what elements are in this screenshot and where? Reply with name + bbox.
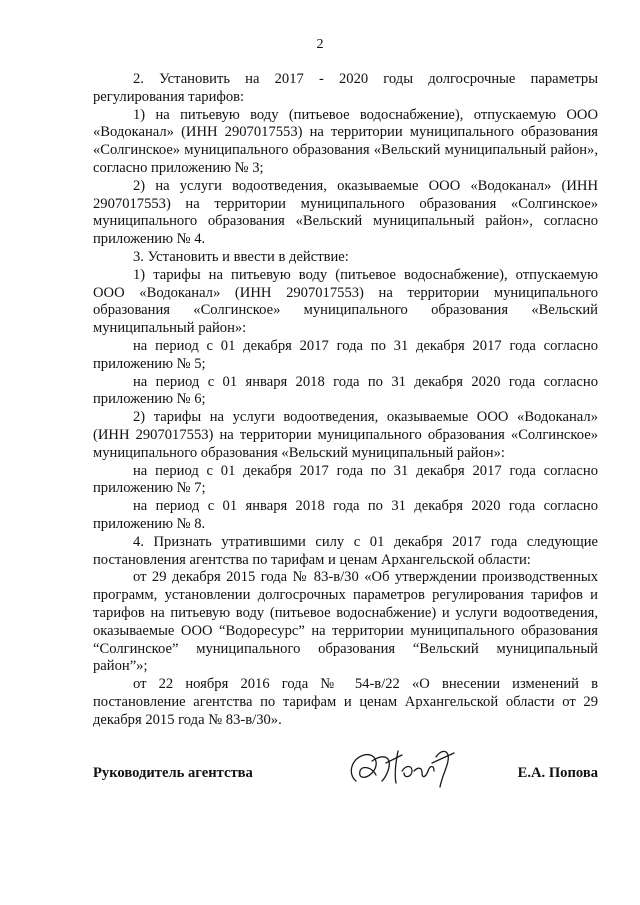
paragraph-3-2-period-a: на период с 01 декабря 2017 года по 31 декабря 2017 года согласно приложению № 7; [93,462,598,497]
paragraph-2-1: 1) на питьевую воду (питьевое водоснабжение), отпускаемую ООО «Водоканал» (ИНН 2907017553) на территории муниципального образования «Солгинское» муниципального образования «Вельский муниципальный район», согласно приложению № 3; [93,106,598,176]
paragraph-4-2: от 22 ноября 2016 года № 54-в/22 «О внесении изменений в постановление агентства по тарифам и ценам Архангельской области от 29 декабря 2015 года № 83-в/30». [93,676,598,728]
paragraph-3-1: 1) тарифы на питьевую воду (питьевое водоснабжение), отпускаемую ООО «Водоканал» (ИНН 2907017553) на территории муниципального образования «Солгинское» муниципального образования «Вельский муниципальный район»: [93,266,598,337]
signature-block [93,765,598,789]
paragraph-3-2: 2) тарифы на услуги водоотведения, оказываемые ООО «Водоканал» (ИНН 2907017553) на территории муниципального образования «Солгинское» муниципального образования «Вельский муниципальный район»: [93,409,598,461]
paragraph-3-2-period-b: на период с 01 января 2018 года по 31 декабря 2020 года согласно приложению № 8. [93,498,598,532]
paragraph-3-1-period-a: на период с 01 декабря 2017 года по 31 декабря 2017 года согласно приложению № 5; [93,337,598,372]
signatory-title: Руководитель агентства [93,765,253,781]
page-number: 2 [316,37,324,52]
paragraph-2-2: 2) на услуги водоотведения, оказываемые ООО «Водоканал» (ИНН 2907017553) на территории муниципального образования «Солгинское» муниципального образования «Вельский муниципальный район», согласно приложению № 4. [93,177,598,248]
paragraph-4: 4. Признать утратившими силу с 01 декабря 2017 года следующие постановления агентства по тарифам и ценам Архангельской области: [93,533,598,568]
document-body [93,71,598,729]
signatory-name: Е.А. Попова [517,765,598,781]
paragraph-2: 2. Установить на 2017 - 2020 годы долгосрочные параметры регулирования тарифов: [93,71,598,105]
paragraph-3: 3. Установить и ввести в действие: [133,248,349,265]
paragraph-3-1-period-b: на период с 01 января 2018 года по 31 декабря 2020 года согласно приложению № 6; [93,373,598,408]
paragraph-4-1: от 29 декабря 2015 года № 83-в/30 «Об утверждении производственных программ, установлении долгосрочных параметров регулирования тарифов и тарифов на питьевую воду (питьевое водоснабжение) и услуги водоотведения, оказываемые ООО “Водоресурс” на территории муниципального образования “Солгинское” муниципального образования “Вельский муниципальный район”»; [93,569,598,675]
